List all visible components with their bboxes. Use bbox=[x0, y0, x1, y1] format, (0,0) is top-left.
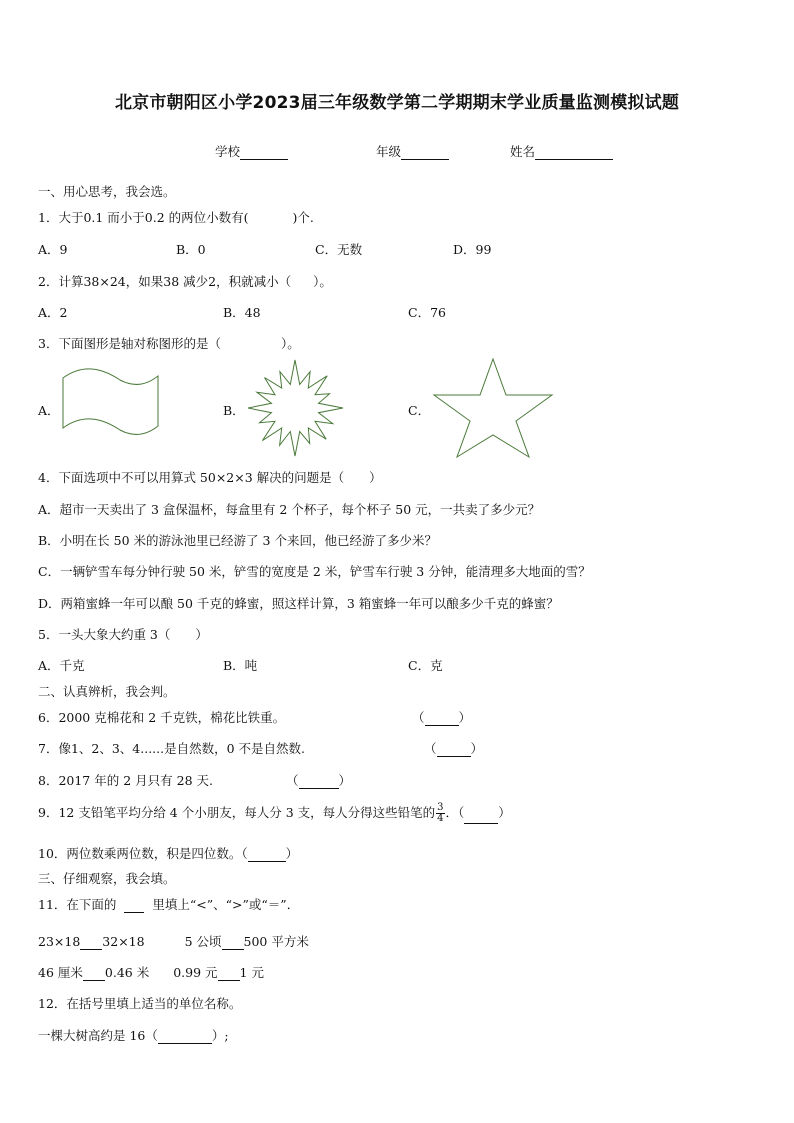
q1-stem-b: )个. bbox=[292, 210, 314, 225]
q4-option-c[interactable]: C．一辆铲雪车每分钟行驶 50 米，铲雪的宽度是 2 米，铲雪车行驶 3 分钟，能清理多大地面的雪？ bbox=[38, 564, 591, 579]
question-6-stem: 6．2000 克棉花和 2 千克铁，棉花比铁重。 bbox=[38, 710, 286, 725]
q3-stem-b: ）。 bbox=[280, 336, 300, 351]
q11-r2a-right: 0.46 米 bbox=[104, 965, 150, 980]
question-1-stem bbox=[38, 208, 314, 226]
q6-paren-right: ） bbox=[458, 710, 472, 725]
q3-option-b[interactable]: B． bbox=[223, 403, 245, 418]
name-field[interactable] bbox=[510, 142, 613, 160]
q11-row-2 bbox=[38, 963, 264, 981]
q9-end: ．（ bbox=[445, 805, 465, 820]
question-9-stem bbox=[38, 803, 511, 824]
q7-answer-box[interactable] bbox=[424, 739, 483, 757]
q12-line-1 bbox=[38, 1026, 229, 1044]
q11-r2b-left: 0.99 元 bbox=[173, 965, 218, 980]
q11-r1a-blank[interactable] bbox=[80, 937, 102, 950]
q9-blank[interactable] bbox=[464, 811, 498, 824]
q11-r1a-right: 32×18 bbox=[102, 934, 145, 949]
q8-paren-left: （ bbox=[286, 773, 299, 788]
q7-paren-left: （ bbox=[424, 741, 437, 756]
q11-r2a-left: 46 厘米 bbox=[38, 965, 83, 980]
q5-option-b[interactable]: B．吨 bbox=[223, 658, 258, 673]
question-2-stem bbox=[38, 272, 332, 290]
q4-option-a[interactable]: A．超市一天卖出了 3 盒保温杯，每盒里有 2 个杯子，每个杯子 50 元，一共卖了多少元？ bbox=[38, 502, 541, 517]
section-2-heading: 二、认真辨析，我会判。 bbox=[38, 684, 176, 699]
question-7-stem: 7．像1、2、3、4......是自然数，0 不是自然数. bbox=[38, 741, 306, 756]
q6-answer-box[interactable] bbox=[412, 708, 471, 726]
q2-option-c[interactable]: C．76 bbox=[408, 305, 446, 320]
question-4-stem: 4．下面选项中不可以用算式 50×2×3 解决的问题是（ ） bbox=[38, 470, 382, 485]
q4-option-d[interactable]: D．两箱蜜蜂一年可以酿 50 千克的蜂蜜，照这样计算，3 箱蜜蜂一年可以酿多少千克的蜂蜜？ bbox=[38, 596, 559, 611]
school-field[interactable] bbox=[215, 142, 288, 160]
q1-option-c[interactable]: C．无数 bbox=[315, 242, 363, 257]
page-title: 北京市朝阳区小学2023届三年级数学第二学期期末学业质量监测模拟试题 bbox=[114, 93, 680, 113]
question-5-stem: 5．一头大象大约重 3（ ） bbox=[38, 627, 208, 642]
q9-fraction-numerator: 3 bbox=[437, 802, 444, 813]
q11-row-1 bbox=[38, 932, 309, 950]
school-label: 学校 bbox=[215, 144, 241, 159]
q9-fraction-denominator: 4 bbox=[437, 813, 444, 824]
starburst-outline bbox=[248, 360, 343, 456]
q4-option-b[interactable]: B．小明在长 50 米的游泳池里已经游了 3 个来回，他已经游了多少米？ bbox=[38, 533, 437, 548]
question-10-stem bbox=[38, 844, 298, 862]
q10-paren-right: ） bbox=[285, 846, 299, 861]
q1-option-b[interactable]: B．0 bbox=[176, 242, 206, 257]
q11-r2a-blank[interactable] bbox=[83, 968, 105, 981]
q11-stem-a: 11．在下面的 bbox=[38, 897, 117, 912]
q6-blank[interactable] bbox=[425, 713, 459, 726]
q12-line1-text: 一棵大树高约是 16（ bbox=[38, 1028, 158, 1043]
question-3-stem bbox=[38, 334, 300, 352]
q3-stem-a: 3．下面图形是轴对称图形的是（ bbox=[38, 336, 221, 351]
q5-option-c[interactable]: C．克 bbox=[408, 658, 443, 673]
q2-stem-b: ）。 bbox=[313, 274, 332, 289]
q11-r1b-blank[interactable] bbox=[222, 937, 244, 950]
grade-label: 年级 bbox=[376, 144, 402, 159]
q7-blank[interactable] bbox=[437, 744, 471, 757]
question-11-stem bbox=[38, 895, 299, 913]
q10-stem: 10．两位数乘两位数，积是四位数。（ bbox=[38, 846, 248, 861]
name-label: 姓名 bbox=[510, 144, 536, 159]
grade-blank[interactable] bbox=[401, 147, 449, 160]
q2-stem-a: 2．计算38×24，如果38 减少2，积就减小（ bbox=[38, 274, 292, 289]
q9-fraction bbox=[436, 803, 444, 824]
q8-blank[interactable] bbox=[299, 776, 339, 789]
q1-option-a[interactable]: A．9 bbox=[38, 242, 68, 257]
q11-stem-b: 里填上“<”、“>”或“＝”． bbox=[152, 897, 300, 912]
q10-blank[interactable] bbox=[248, 849, 286, 862]
q5-option-a[interactable]: A．千克 bbox=[38, 658, 85, 673]
q11-r2b-blank[interactable] bbox=[218, 968, 240, 981]
q12-line1-end: ）; bbox=[211, 1028, 229, 1043]
q3-option-a[interactable]: A． bbox=[38, 403, 60, 418]
q7-paren-right: ） bbox=[470, 741, 484, 756]
school-blank[interactable] bbox=[240, 147, 288, 160]
name-blank[interactable] bbox=[535, 147, 613, 160]
q8-answer-box[interactable] bbox=[286, 771, 351, 789]
star-shape bbox=[432, 357, 554, 459]
q1-option-d[interactable]: D．99 bbox=[453, 242, 492, 257]
q1-stem-a: 1．大于0.1 而小于0.2 的两位小数有( bbox=[38, 210, 249, 225]
q3-option-c[interactable]: C． bbox=[408, 403, 431, 418]
q11-r1a-left: 23×18 bbox=[38, 934, 81, 949]
q9-stem: 9．12 支铅笔平均分给 4 个小朋友，每人分 3 支，每人分得这些铅笔的 bbox=[38, 805, 436, 820]
q11-r1b-right: 500 平方米 bbox=[243, 934, 309, 949]
wavy-flag-shape bbox=[60, 366, 160, 440]
q12-line1-blank[interactable] bbox=[158, 1031, 212, 1044]
section-3-heading: 三、仔细观察，我会填。 bbox=[38, 871, 176, 886]
starburst-shape bbox=[245, 360, 345, 456]
q11-sample-blank bbox=[124, 900, 144, 913]
q2-option-b[interactable]: B．48 bbox=[223, 305, 261, 320]
q9-paren-right: ） bbox=[498, 805, 511, 820]
q6-paren-left: （ bbox=[412, 710, 425, 725]
grade-field[interactable] bbox=[376, 142, 449, 160]
question-8-stem: 8．2017 年的 2 月只有 28 天. bbox=[38, 773, 213, 788]
q11-r1b-left: 5 公顷 bbox=[184, 934, 222, 949]
question-12-stem: 12．在括号里填上适当的单位名称。 bbox=[38, 996, 242, 1011]
section-1-heading: 一、用心思考，我会选。 bbox=[38, 184, 176, 199]
q8-paren-right: ） bbox=[338, 773, 352, 788]
q2-option-a[interactable]: A．2 bbox=[38, 305, 68, 320]
q11-r2b-right: 1 元 bbox=[239, 965, 264, 980]
